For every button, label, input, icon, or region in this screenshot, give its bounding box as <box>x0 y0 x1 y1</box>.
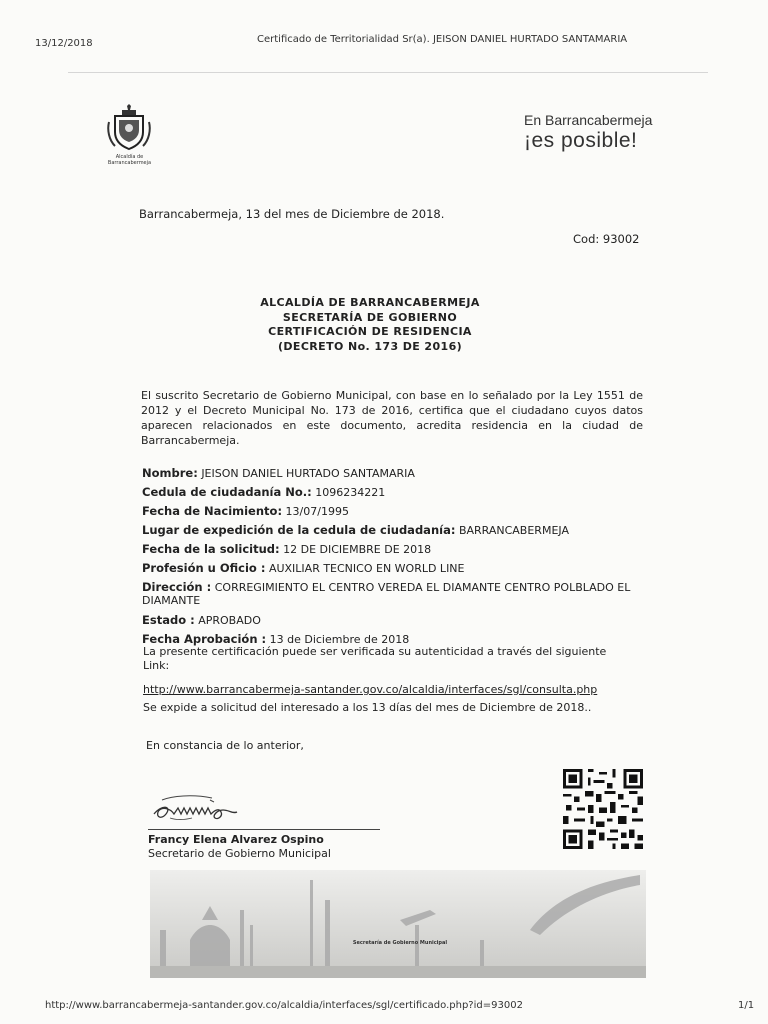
slogan-line1: En Barrancabermeja <box>524 112 653 128</box>
signature-icon <box>150 792 280 828</box>
field-label: Dirección : <box>142 580 212 594</box>
signer-title: Secretario de Gobierno Municipal <box>148 847 331 860</box>
certificate-heading <box>240 296 500 354</box>
certificate-code: Cod: 93002 <box>573 232 640 246</box>
field-direccion <box>142 581 642 607</box>
field-value: BARRANCABERMEJA <box>458 524 569 537</box>
field-value: JEISON DANIEL HURTADO SANTAMARIA <box>201 467 415 480</box>
field-value: APROBADO <box>198 614 261 627</box>
footer-office-text <box>280 940 520 947</box>
intro-paragraph: El suscrito Secretario de Gobierno Municipal, con base en lo señalado por la Ley 1551 de 2012 y el Decreto Municipal No. 173 de 2016, certifica que el ciudadano cuyos datos aparecen relacionados en este documento, acredita residencia en la ciudad de Barrancabermeja. <box>141 389 643 447</box>
crest-caption: Alcaldía de Barrancabermeja <box>107 154 152 166</box>
citizen-fields <box>142 464 642 649</box>
place-date: Barrancabermeja, 13 del mes de Diciembre de 2018. <box>139 207 445 221</box>
heading-line4: (DECRETO No. 173 DE 2016) <box>277 339 463 353</box>
verify-link[interactable]: http://www.barrancabermeja-santander.gov.co/alcaldia/interfaces/sgl/consulta.php <box>143 683 598 696</box>
field-nombre <box>142 464 642 483</box>
field-estado <box>142 611 642 630</box>
field-value: 12 DE DICIEMBRE DE 2018 <box>283 543 432 556</box>
slogan <box>524 112 652 153</box>
field-label: Nombre: <box>142 466 198 480</box>
print-url: http://www.barrancabermeja-santander.gov.co/alcaldia/interfaces/sgl/certificado.php?id=93002 <box>45 1000 523 1011</box>
field-label: Estado : <box>142 613 195 627</box>
footer-band <box>150 870 646 978</box>
field-value: 13 de Diciembre de 2018 <box>269 633 410 646</box>
qr-code-icon <box>563 769 643 849</box>
field-expedicion <box>142 521 642 540</box>
heading-line1: ALCALDÍA DE BARRANCABERMEJA <box>260 296 480 309</box>
city-skyline-illustration <box>150 870 646 978</box>
field-value: AUXILIAR TECNICO EN WORLD LINE <box>268 562 465 575</box>
field-label: Fecha de Nacimiento: <box>142 504 283 518</box>
field-value: CORREGIMIENTO EL CENTRO VEREDA EL DIAMANTE CENTRO POLBLADO EL DIAMANTE <box>142 581 631 607</box>
field-label: Fecha Aprobación : <box>142 632 267 646</box>
field-label: Profesión u Oficio : <box>142 561 266 575</box>
field-cedula <box>142 483 642 502</box>
verify-text: La presente certificación puede ser verificada su autenticidad a través del siguiente Link: <box>143 645 607 672</box>
field-label: Fecha de la solicitud: <box>142 542 280 556</box>
field-nacimiento <box>142 502 642 521</box>
print-date: 13/12/2018 <box>35 38 93 49</box>
heading-line2: SECRETARÍA DE GOBIERNO <box>282 310 458 324</box>
signer-name: Francy Elena Alvarez Ospino <box>148 833 324 846</box>
field-label: Lugar de expedición de la cedula de ciudadanía: <box>142 523 456 537</box>
issued-text: Se expide a solicitud del interesado a los 13 días del mes de Diciembre de 2018.. <box>143 701 592 714</box>
field-label: Cedula de ciudadanía No.: <box>142 485 312 499</box>
heading-line3: CERTIFICACIÓN DE RESIDENCIA <box>268 325 472 338</box>
constancia-text: En constancia de lo anterior, <box>146 739 304 752</box>
signature-line <box>148 829 380 830</box>
slogan-line2: ¡es posible! <box>524 129 638 152</box>
print-page-number: 1/1 <box>738 1000 755 1011</box>
field-value: 1096234221 <box>315 486 386 499</box>
print-title: Certificado de Territorialidad Sr(a). JEISON DANIEL HURTADO SANTAMARIA <box>257 34 628 45</box>
field-solicitud <box>142 540 642 559</box>
field-value: 13/07/1995 <box>285 505 349 518</box>
field-profesion <box>142 559 642 578</box>
footer-office: Secretaría de Gobierno Municipal <box>352 940 448 946</box>
